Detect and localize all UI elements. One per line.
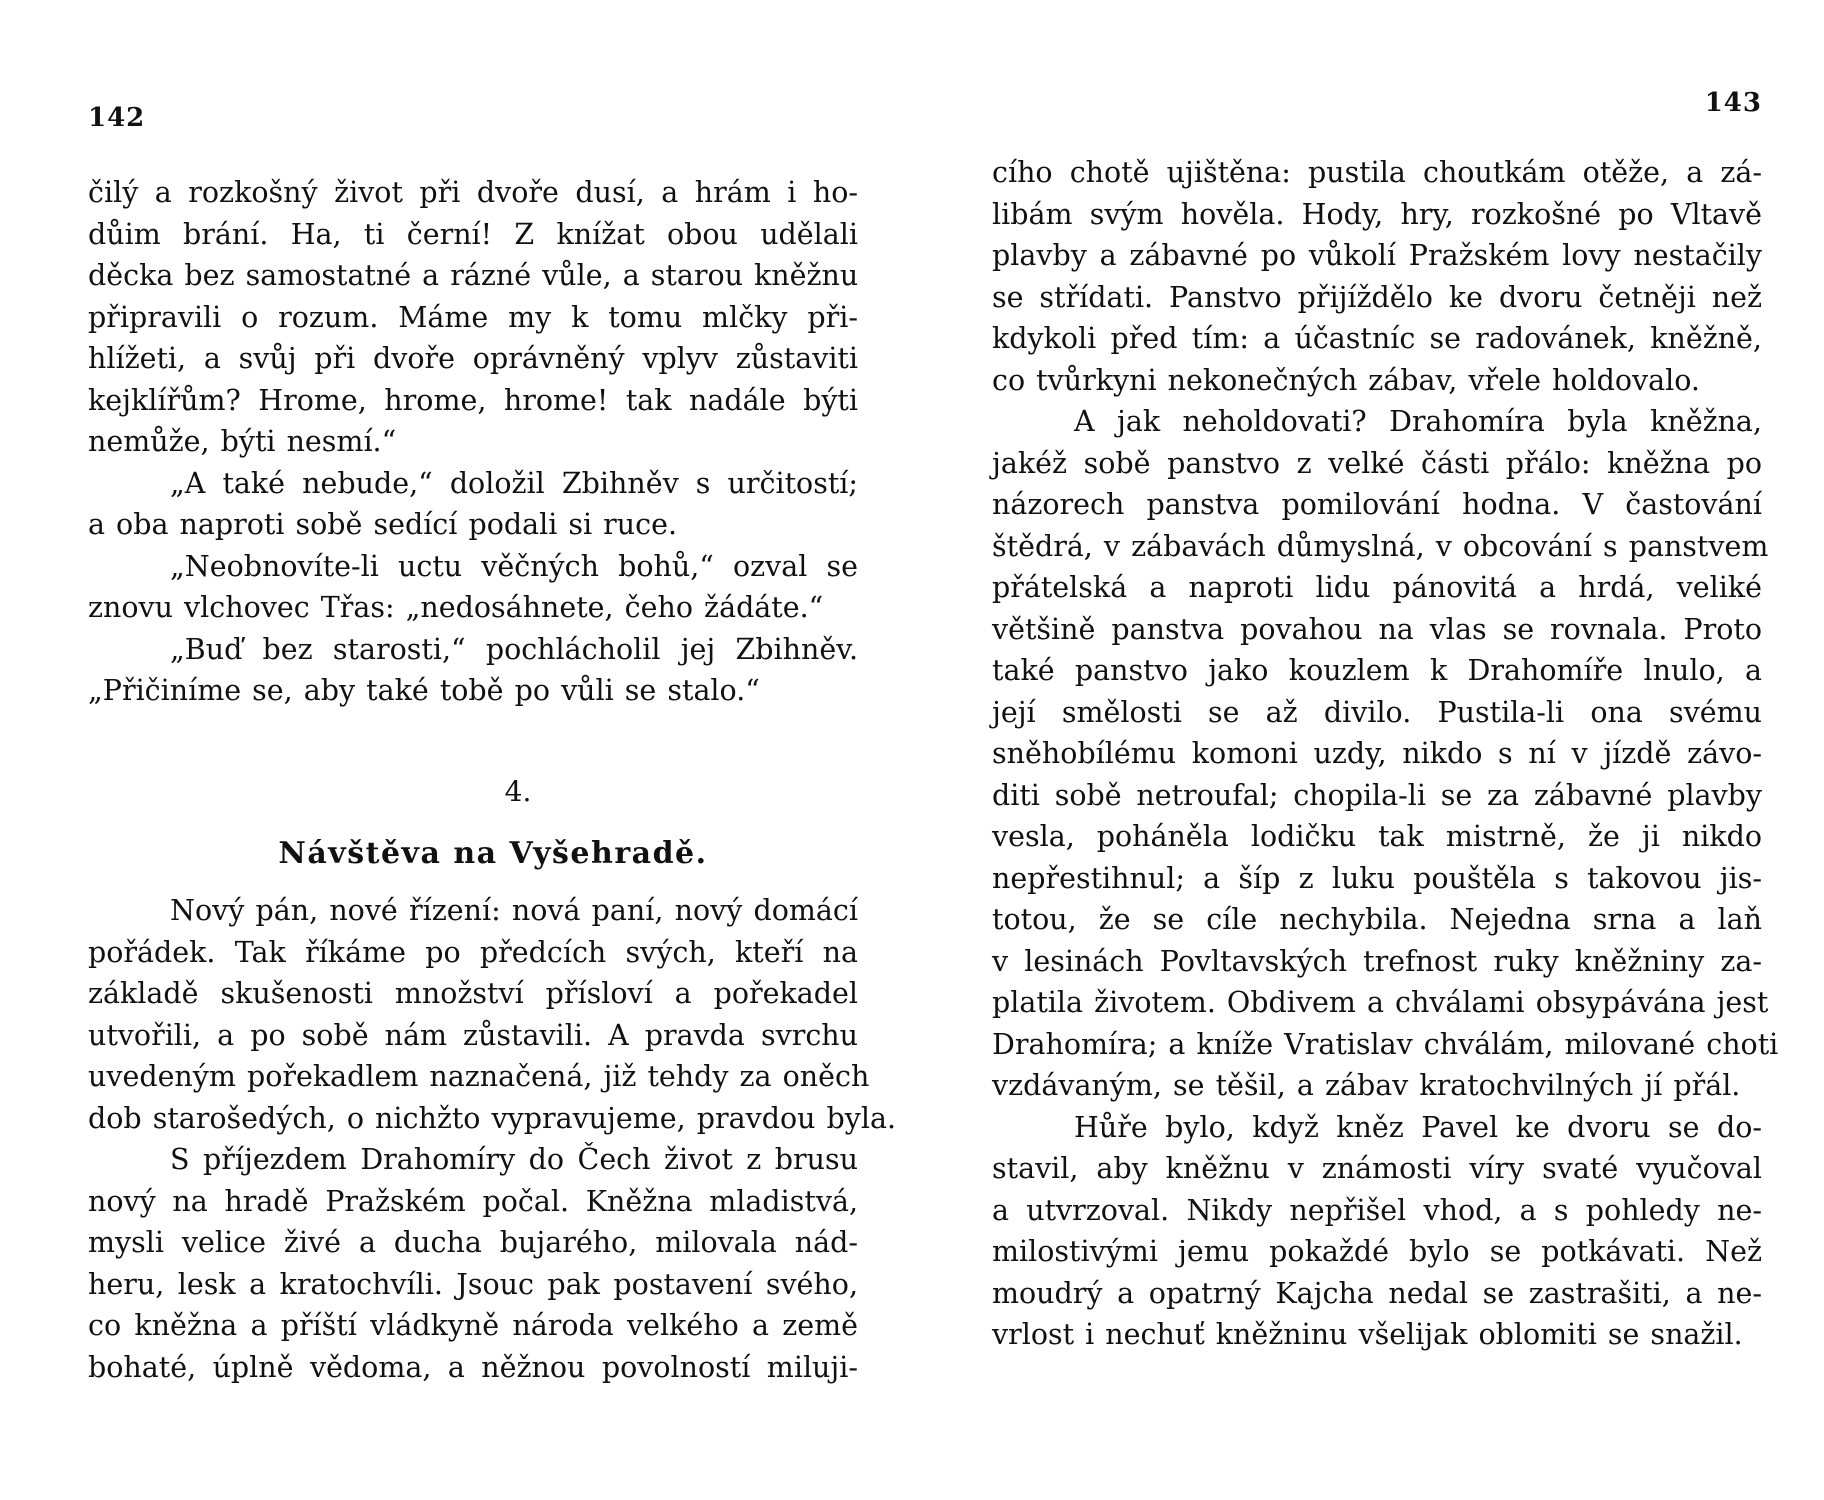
text-line: A jak neholdovati? Drahomíra byla kněžna, xyxy=(1074,405,1762,438)
text-line: uvedeným pořekadlem naznačená, již tehdy za oněch xyxy=(88,1060,870,1093)
left-text-after-chapter xyxy=(88,890,897,1388)
text-line: většině panstva povahou na vlas se rovnala. Proto xyxy=(992,612,1762,646)
paragraph xyxy=(88,890,897,1139)
text-line: S příjezdem Drahomíry do Čech život z brusu xyxy=(170,1143,858,1176)
paragraph xyxy=(88,629,858,712)
text-line: důim brání. Ha, ti černí! Z knížat obou udělali xyxy=(88,217,858,251)
text-line: „Neobnovíte-li uctu věčných bohů,“ ozval se xyxy=(170,549,858,583)
text-line: platila životem. Obdivem a chválami obsypávána jest xyxy=(992,986,1769,1019)
text-line: názorech panstva pomilování hodna. V častování xyxy=(992,488,1762,521)
text-line: milostivými jemu pokaždé bylo se potkávati. Než xyxy=(992,1235,1762,1268)
text-line: a utvrzoval. Nikdy nepřišel vhod, a s pohledy ne- xyxy=(992,1193,1762,1227)
text-line: znovu vlchovec Třas: „nedosáhnete, čeho žádáte.“ xyxy=(88,591,824,624)
paragraph xyxy=(992,1107,1762,1356)
chapter-number: 4. xyxy=(504,775,532,808)
text-line: totou, že se cíle nechybila. Nejedna srna a laň xyxy=(992,903,1762,936)
text-line: nemůže, býti nesmí.“ xyxy=(88,425,397,458)
text-line: vzdávaným, se těšil, a zábav kratochvilných jí přál. xyxy=(992,1069,1741,1102)
text-line: stavil, aby kněžnu v známosti víry svaté vyučoval xyxy=(992,1152,1762,1185)
page-number-right: 143 xyxy=(1704,88,1762,118)
text-line: kdykoli před tím: a účastníc se radovánek, kněžně, xyxy=(992,322,1762,355)
left-text-before-chapter xyxy=(88,172,858,712)
text-line: její smělosti se až divilo. Pustila-li ona svému xyxy=(992,695,1762,729)
text-line: bohaté, úplně vědoma, a něžnou povolností miluji- xyxy=(88,1350,858,1384)
paragraph xyxy=(88,172,858,463)
text-line: čilý a rozkošný život při dvoře dusí, a hrám i ho- xyxy=(88,176,858,209)
text-line: pořádek. Tak říkáme po předcích svých, kteří na xyxy=(88,935,858,969)
chapter-title: Návštěva na Vyšehradě. xyxy=(278,836,708,871)
text-line: základě skušenosti množství přísloví a pořekadel xyxy=(88,977,858,1010)
text-line: heru, lesk a kratochvíli. Jsouc pak postavení svého, xyxy=(88,1267,858,1301)
text-line: nepřestihnul; a šíp z luku pouštěla s takovou jis- xyxy=(992,861,1762,895)
text-line: a oba naproti sobě sedící podali si ruce. xyxy=(88,508,678,541)
text-line: vesla, poháněla lodičku tak mistrně, že ji nikdo xyxy=(992,820,1762,853)
text-line: diti sobě netroufal; chopila-li se za zábavné plavby xyxy=(992,778,1762,812)
text-line: nový na hradě Pražském počal. Kněžna mladistvá, xyxy=(88,1184,858,1218)
paragraph xyxy=(88,1139,858,1388)
paragraph xyxy=(88,463,858,546)
paragraph xyxy=(992,152,1762,401)
text-line: „Přičiníme se, aby také tobě po vůli se stalo.“ xyxy=(88,674,760,707)
chapter-heading xyxy=(88,772,858,874)
text-line: štědrá, v zábavách důmyslná, v obcování s panstvem xyxy=(992,529,1769,563)
text-line: v lesinách Povltavských trefnost ruky kněžniny za- xyxy=(992,944,1762,978)
paragraph xyxy=(88,546,858,629)
text-line: vrlost i nechuť kněžninu všelijak oblomiti se snažil. xyxy=(992,1318,1743,1351)
text-line: Nový pán, nové řízení: nová paní, nový domácí xyxy=(170,894,858,927)
text-line: dob starošedých, o nichžto vypravujeme, pravdou byla. xyxy=(88,1101,897,1135)
paragraph xyxy=(992,401,1779,1107)
text-line: moudrý a opatrný Kajcha nedal se zastrašiti, a ne- xyxy=(992,1276,1762,1310)
text-line: utvořili, a po sobě nám zůstavili. A pravda svrchu xyxy=(88,1018,858,1052)
text-line: Drahomíra; a kníže Vratislav chválám, milované choti xyxy=(992,1027,1779,1061)
text-line: děcka bez samostatné a rázné vůle, a starou kněžnu xyxy=(88,259,859,292)
text-line: cího chotě ujištěna: pustila choutkám otěže, a zá- xyxy=(992,156,1762,189)
text-line: mysli velice živé a ducha bujarého, milovala nád- xyxy=(88,1226,858,1259)
text-line: se střídati. Panstvo přijíždělo ke dvoru četněji než xyxy=(992,280,1762,314)
text-line: „Buď bez starosti,“ pochlácholil jej Zbihněv. xyxy=(170,632,858,666)
text-line: kejklířům? Hrome, hrome, hrome! tak nadále býti xyxy=(88,383,858,417)
text-line: co tvůrkyni nekonečných zábav, vřele holdovalo. xyxy=(992,363,1700,397)
text-line: sněhobílému komoni uzdy, nikdo s ní v jízdě závo- xyxy=(992,737,1762,770)
text-line: co kněžna a příští vládkyně národa velkého a země xyxy=(88,1309,858,1342)
left-page xyxy=(88,0,897,1500)
right-text xyxy=(992,152,1779,1356)
right-page xyxy=(992,0,1779,1500)
text-line: také panstvo jako kouzlem k Drahomíře lnulo, a xyxy=(992,654,1762,687)
text-line: Hůře bylo, když kněz Pavel ke dvoru se do- xyxy=(1074,1110,1762,1144)
text-line: jakéž sobě panstvo z velké části přálo: kněžna po xyxy=(992,446,1762,480)
text-line: hlížeti, a svůj při dvoře oprávněný vplyv zůstaviti xyxy=(88,342,858,375)
text-line: plavby a zábavné po vůkolí Pražském lovy nestačily xyxy=(992,239,1762,272)
text-line: libám svým hověla. Hody, hry, rozkošné po Vltavě xyxy=(992,197,1762,231)
text-line: připravili o rozum. Máme my k tomu mlčky při- xyxy=(88,300,858,334)
text-line: přátelská a naproti lidu pánovitá a hrdá, veliké xyxy=(992,571,1762,604)
page-number-left: 142 xyxy=(88,103,146,133)
text-line: „A také nebude,“ doložil Zbihněv s určitostí; xyxy=(170,466,858,500)
